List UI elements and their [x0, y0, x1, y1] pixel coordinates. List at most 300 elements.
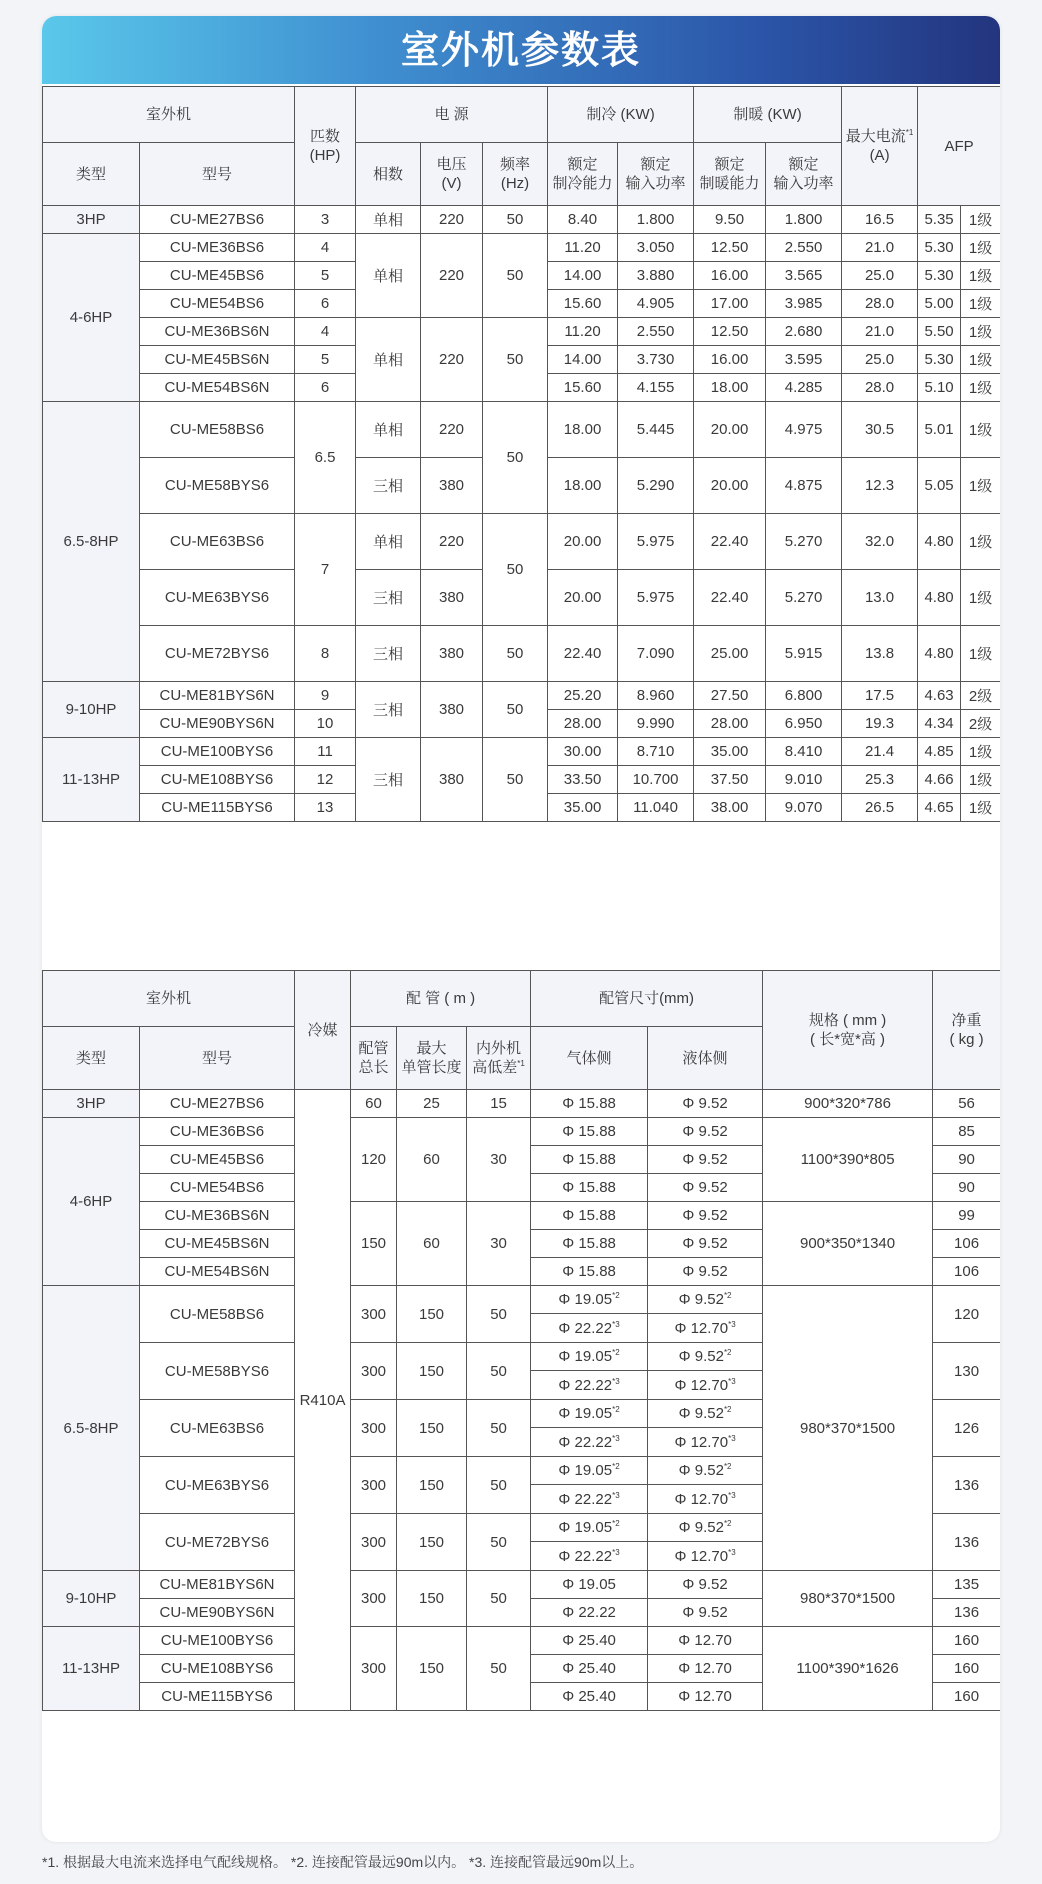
header-piping: 配 管 ( m ): [351, 971, 531, 1027]
weight-cell: 160: [933, 1655, 1000, 1683]
heat-input-cell: 5.270: [766, 514, 842, 570]
model-cell: CU-ME108BYS6: [140, 1655, 295, 1683]
max-current-cell: 21.0: [842, 318, 918, 346]
table-row: [43, 682, 1001, 710]
model-cell: CU-ME36BS6N: [140, 318, 295, 346]
header-max-current: 最大电流$^{*1}$ (A): [842, 87, 918, 206]
table-row: [43, 318, 1001, 346]
weight-cell: 136: [933, 1457, 1000, 1514]
model-cell: CU-ME58BYS6: [140, 1343, 295, 1400]
frequency-cell: 50: [483, 234, 548, 318]
type-cell: 11-13HP: [43, 1627, 140, 1711]
weight-cell: 106: [933, 1230, 1000, 1258]
frequency-cell: 50: [483, 626, 548, 682]
gas-side-cell: Φ 15.88: [531, 1258, 648, 1286]
cool-capacity-cell: 18.00: [548, 402, 618, 458]
total-length-cell: 300: [351, 1343, 397, 1400]
header-weight: 净重 ( kg ): [933, 971, 1000, 1090]
afp-level-cell: 1级: [961, 290, 1000, 318]
liquid-side-cell: Φ 12.70$^{*3}$: [648, 1314, 763, 1343]
height-diff-cell: 50: [467, 1457, 531, 1514]
max-current-cell: 25.0: [842, 346, 918, 374]
heat-input-cell: 3.565: [766, 262, 842, 290]
cool-capacity-cell: 30.00: [548, 738, 618, 766]
max-current-cell: 13.0: [842, 570, 918, 626]
heat-capacity-cell: 12.50: [694, 318, 766, 346]
liquid-side-cell: Φ 12.70$^{*3}$: [648, 1428, 763, 1457]
dimension-cell: 900*320*786: [763, 1090, 933, 1118]
model-cell: CU-ME108BYS6: [140, 766, 295, 794]
hp-cell: 6: [295, 290, 356, 318]
cool-capacity-cell: 15.60: [548, 374, 618, 402]
max-current-cell: 25.0: [842, 262, 918, 290]
heat-input-cell: 5.270: [766, 570, 842, 626]
header-refrigerant: 冷媒: [295, 971, 351, 1090]
afp-level-cell: 1级: [961, 234, 1000, 262]
heat-capacity-cell: 22.40: [694, 570, 766, 626]
performance-table: [42, 86, 1000, 822]
gas-side-cell: Φ 25.40: [531, 1627, 648, 1655]
liquid-side-cell: Φ 9.52$^{*2}$: [648, 1457, 763, 1485]
liquid-side-cell: Φ 9.52$^{*2}$: [648, 1400, 763, 1428]
total-length-cell: 300: [351, 1400, 397, 1457]
model-cell: CU-ME100BYS6: [140, 738, 295, 766]
cool-capacity-cell: 33.50: [548, 766, 618, 794]
header-height-diff: 内外机 高低差$^{*1}$: [467, 1027, 531, 1090]
gas-side-cell: Φ 19.05$^{*2}$: [531, 1286, 648, 1314]
heat-capacity-cell: 22.40: [694, 514, 766, 570]
cool-capacity-cell: 28.00: [548, 710, 618, 738]
hp-cell: 3: [295, 206, 356, 234]
liquid-side-cell: Φ 9.52: [648, 1599, 763, 1627]
max-current-cell: 12.3: [842, 458, 918, 514]
liquid-side-cell: Φ 9.52$^{*2}$: [648, 1343, 763, 1371]
heat-input-cell: 3.595: [766, 346, 842, 374]
height-diff-cell: 50: [467, 1571, 531, 1627]
phase-cell: 三相: [356, 738, 421, 822]
max-length-cell: 150: [397, 1343, 467, 1400]
table-row: [43, 1202, 1001, 1230]
model-cell: CU-ME63BYS6: [140, 570, 295, 626]
cool-input-cell: 5.975: [618, 514, 694, 570]
weight-cell: 90: [933, 1174, 1000, 1202]
cool-capacity-cell: 18.00: [548, 458, 618, 514]
afp-value-cell: 5.10: [918, 374, 961, 402]
cool-capacity-cell: 25.20: [548, 682, 618, 710]
footnotes: *1. 根据最大电流来选择电气配线规格。 *2. 连接配管最远90m以内。 *3. 连接配管最远90m以上。: [42, 1854, 644, 1870]
header-outdoor-2: 室外机: [43, 971, 295, 1027]
model-cell: CU-ME27BS6: [140, 1090, 295, 1118]
cool-input-cell: 3.050: [618, 234, 694, 262]
cool-input-cell: 5.445: [618, 402, 694, 458]
phase-cell: 单相: [356, 206, 421, 234]
afp-value-cell: 4.80: [918, 626, 961, 682]
cool-capacity-cell: 14.00: [548, 262, 618, 290]
gas-side-cell: Φ 25.40: [531, 1683, 648, 1711]
heat-capacity-cell: 20.00: [694, 402, 766, 458]
cool-input-cell: 4.155: [618, 374, 694, 402]
frequency-cell: 50: [483, 206, 548, 234]
voltage-cell: 220: [421, 234, 483, 318]
heat-capacity-cell: 25.00: [694, 626, 766, 682]
gas-side-cell: Φ 25.40: [531, 1655, 648, 1683]
model-cell: CU-ME54BS6N: [140, 1258, 295, 1286]
height-diff-cell: 50: [467, 1627, 531, 1711]
heat-input-cell: 4.285: [766, 374, 842, 402]
total-length-cell: 300: [351, 1286, 397, 1343]
model-cell: CU-ME36BS6N: [140, 1202, 295, 1230]
gas-side-cell: Φ 19.05$^{*2}$: [531, 1343, 648, 1371]
weight-cell: 130: [933, 1343, 1000, 1400]
voltage-cell: 220: [421, 514, 483, 570]
phase-cell: 三相: [356, 570, 421, 626]
cool-input-cell: 7.090: [618, 626, 694, 682]
afp-value-cell: 4.65: [918, 794, 961, 822]
header-cool-capacity: 额定 制冷能力: [548, 143, 618, 206]
cool-input-cell: 3.880: [618, 262, 694, 290]
voltage-cell: 220: [421, 206, 483, 234]
table-row: [43, 234, 1001, 262]
heat-capacity-cell: 37.50: [694, 766, 766, 794]
heat-input-cell: 4.875: [766, 458, 842, 514]
afp-level-cell: 1级: [961, 206, 1000, 234]
model-cell: CU-ME45BS6: [140, 262, 295, 290]
liquid-side-cell: Φ 9.52: [648, 1174, 763, 1202]
model-cell: CU-ME58BS6: [140, 402, 295, 458]
gas-side-cell: Φ 22.22$^{*3}$: [531, 1428, 648, 1457]
afp-value-cell: 4.80: [918, 514, 961, 570]
max-current-cell: 19.3: [842, 710, 918, 738]
max-length-cell: 150: [397, 1571, 467, 1627]
table-row: [43, 738, 1001, 766]
model-cell: CU-ME58BS6: [140, 1286, 295, 1343]
total-length-cell: 60: [351, 1090, 397, 1118]
afp-level-cell: 1级: [961, 738, 1000, 766]
cool-capacity-cell: 20.00: [548, 514, 618, 570]
liquid-side-cell: Φ 12.70$^{*3}$: [648, 1542, 763, 1571]
model-cell: CU-ME115BYS6: [140, 1683, 295, 1711]
weight-cell: 99: [933, 1202, 1000, 1230]
total-length-cell: 300: [351, 1571, 397, 1627]
afp-value-cell: 4.63: [918, 682, 961, 710]
heat-capacity-cell: 16.00: [694, 346, 766, 374]
type-cell: 3HP: [43, 1090, 140, 1118]
dimension-cell: 900*350*1340: [763, 1202, 933, 1286]
voltage-cell: 220: [421, 318, 483, 402]
phase-cell: 单相: [356, 402, 421, 458]
dimension-cell: 1100*390*805: [763, 1118, 933, 1202]
afp-level-cell: 1级: [961, 402, 1000, 458]
model-cell: CU-ME90BYS6N: [140, 1599, 295, 1627]
header-heat-input: 额定 输入功率: [766, 143, 842, 206]
liquid-side-cell: Φ 9.52: [648, 1258, 763, 1286]
afp-level-cell: 1级: [961, 626, 1000, 682]
total-length-cell: 300: [351, 1457, 397, 1514]
heat-capacity-cell: 28.00: [694, 710, 766, 738]
table-row: [43, 1571, 1001, 1599]
heat-input-cell: 6.800: [766, 682, 842, 710]
cool-capacity-cell: 35.00: [548, 794, 618, 822]
afp-level-cell: 1级: [961, 262, 1000, 290]
heat-capacity-cell: 38.00: [694, 794, 766, 822]
afp-value-cell: 4.80: [918, 570, 961, 626]
gas-side-cell: Φ 19.05$^{*2}$: [531, 1457, 648, 1485]
heat-input-cell: 5.915: [766, 626, 842, 682]
heat-capacity-cell: 20.00: [694, 458, 766, 514]
afp-value-cell: 4.34: [918, 710, 961, 738]
height-diff-cell: 30: [467, 1118, 531, 1202]
max-current-cell: 30.5: [842, 402, 918, 458]
model-cell: CU-ME58BYS6: [140, 458, 295, 514]
cool-input-cell: 5.975: [618, 570, 694, 626]
afp-value-cell: 5.50: [918, 318, 961, 346]
model-cell: CU-ME81BYS6N: [140, 1571, 295, 1599]
gas-side-cell: Φ 22.22$^{*3}$: [531, 1542, 648, 1571]
gas-side-cell: Φ 15.88: [531, 1090, 648, 1118]
hp-cell: 12: [295, 766, 356, 794]
phase-cell: 三相: [356, 626, 421, 682]
model-cell: CU-ME90BYS6N: [140, 710, 295, 738]
model-cell: CU-ME63BS6: [140, 1400, 295, 1457]
height-diff-cell: 50: [467, 1343, 531, 1400]
weight-cell: 120: [933, 1286, 1000, 1343]
afp-value-cell: 5.30: [918, 262, 961, 290]
voltage-cell: 380: [421, 570, 483, 626]
liquid-side-cell: Φ 9.52: [648, 1202, 763, 1230]
gas-side-cell: Φ 22.22$^{*3}$: [531, 1485, 648, 1514]
max-length-cell: 60: [397, 1118, 467, 1202]
heat-input-cell: 6.950: [766, 710, 842, 738]
hp-cell: 8: [295, 626, 356, 682]
gas-side-cell: Φ 22.22$^{*3}$: [531, 1314, 648, 1343]
heat-input-cell: 2.680: [766, 318, 842, 346]
header-dimension: 规格 ( mm ) ( 长*宽*高 ): [763, 971, 933, 1090]
cool-input-cell: 8.960: [618, 682, 694, 710]
cool-input-cell: 4.905: [618, 290, 694, 318]
liquid-side-cell: Φ 9.52: [648, 1571, 763, 1599]
model-cell: CU-ME81BYS6N: [140, 682, 295, 710]
model-cell: CU-ME115BYS6: [140, 794, 295, 822]
max-current-cell: 21.4: [842, 738, 918, 766]
cool-capacity-cell: 15.60: [548, 290, 618, 318]
header-cool-input: 额定 输入功率: [618, 143, 694, 206]
heat-input-cell: 4.975: [766, 402, 842, 458]
header-power: 电 源: [356, 87, 548, 143]
afp-level-cell: 1级: [961, 458, 1000, 514]
cool-input-cell: 2.550: [618, 318, 694, 346]
dimension-cell: 980*370*1500: [763, 1286, 933, 1571]
gas-side-cell: Φ 15.88: [531, 1230, 648, 1258]
afp-level-cell: 1级: [961, 346, 1000, 374]
heat-capacity-cell: 35.00: [694, 738, 766, 766]
max-current-cell: 25.3: [842, 766, 918, 794]
hp-cell: 9: [295, 682, 356, 710]
weight-cell: 160: [933, 1683, 1000, 1711]
cool-capacity-cell: 11.20: [548, 234, 618, 262]
max-current-cell: 28.0: [842, 374, 918, 402]
afp-value-cell: 4.66: [918, 766, 961, 794]
phase-cell: 三相: [356, 458, 421, 514]
total-length-cell: 120: [351, 1118, 397, 1202]
cool-capacity-cell: 22.40: [548, 626, 618, 682]
model-cell: CU-ME100BYS6: [140, 1627, 295, 1655]
height-diff-cell: 50: [467, 1400, 531, 1457]
hp-cell: 4: [295, 318, 356, 346]
gas-side-cell: Φ 19.05: [531, 1571, 648, 1599]
type-cell: 11-13HP: [43, 738, 140, 822]
hp-cell: 11: [295, 738, 356, 766]
hp-cell: 6: [295, 374, 356, 402]
model-cell: CU-ME72BYS6: [140, 1514, 295, 1571]
heat-input-cell: 9.070: [766, 794, 842, 822]
model-cell: CU-ME36BS6: [140, 1118, 295, 1146]
gas-side-cell: Φ 19.05$^{*2}$: [531, 1400, 648, 1428]
heat-capacity-cell: 18.00: [694, 374, 766, 402]
max-current-cell: 13.8: [842, 626, 918, 682]
afp-level-cell: 1级: [961, 318, 1000, 346]
cool-capacity-cell: 11.20: [548, 318, 618, 346]
heat-capacity-cell: 9.50: [694, 206, 766, 234]
table-row: [43, 1118, 1001, 1146]
model-cell: CU-ME45BS6N: [140, 1230, 295, 1258]
gas-side-cell: Φ 22.22$^{*3}$: [531, 1371, 648, 1400]
max-length-cell: 150: [397, 1514, 467, 1571]
liquid-side-cell: Φ 9.52: [648, 1090, 763, 1118]
afp-value-cell: 5.30: [918, 346, 961, 374]
frequency-cell: 50: [483, 514, 548, 626]
frequency-cell: 50: [483, 738, 548, 822]
liquid-side-cell: Φ 9.52: [648, 1146, 763, 1174]
header-voltage: 电压 (V): [421, 143, 483, 206]
model-cell: CU-ME45BS6N: [140, 346, 295, 374]
frequency-cell: 50: [483, 402, 548, 514]
table-row: [43, 206, 1001, 234]
model-cell: CU-ME36BS6: [140, 234, 295, 262]
weight-cell: 126: [933, 1400, 1000, 1457]
type-cell: 9-10HP: [43, 1571, 140, 1627]
cool-input-cell: 1.800: [618, 206, 694, 234]
phase-cell: 单相: [356, 514, 421, 570]
type-cell: 9-10HP: [43, 682, 140, 738]
table-row: [43, 626, 1001, 682]
afp-value-cell: 5.35: [918, 206, 961, 234]
model-cell: CU-ME63BYS6: [140, 1457, 295, 1514]
afp-value-cell: 5.30: [918, 234, 961, 262]
table-row: [43, 514, 1001, 570]
liquid-side-cell: Φ 12.70: [648, 1627, 763, 1655]
afp-value-cell: 4.85: [918, 738, 961, 766]
table-row: [43, 1090, 1001, 1118]
weight-cell: 136: [933, 1514, 1000, 1571]
max-current-cell: 16.5: [842, 206, 918, 234]
max-length-cell: 150: [397, 1627, 467, 1711]
hp-cell: 10: [295, 710, 356, 738]
hp-cell: 13: [295, 794, 356, 822]
header-liquid-side: 液体侧: [648, 1027, 763, 1090]
hp-cell: 7: [295, 514, 356, 626]
type-cell: 4-6HP: [43, 1118, 140, 1286]
refrigerant-cell: R410A: [295, 1090, 351, 1711]
header-heating: 制暖 (KW): [694, 87, 842, 143]
cool-input-cell: 5.290: [618, 458, 694, 514]
cool-input-cell: 11.040: [618, 794, 694, 822]
max-current-cell: 28.0: [842, 290, 918, 318]
header-max-length: 最大 单管长度: [397, 1027, 467, 1090]
afp-value-cell: 5.01: [918, 402, 961, 458]
liquid-side-cell: Φ 12.70: [648, 1683, 763, 1711]
height-diff-cell: 50: [467, 1286, 531, 1343]
voltage-cell: 380: [421, 626, 483, 682]
model-cell: CU-ME54BS6: [140, 290, 295, 318]
afp-value-cell: 5.00: [918, 290, 961, 318]
hp-cell: 4: [295, 234, 356, 262]
header-type: 类型: [43, 143, 140, 206]
cool-input-cell: 3.730: [618, 346, 694, 374]
weight-cell: 56: [933, 1090, 1000, 1118]
model-cell: CU-ME63BS6: [140, 514, 295, 570]
max-current-cell: 21.0: [842, 234, 918, 262]
hp-cell: 5: [295, 346, 356, 374]
header-phase: 相数: [356, 143, 421, 206]
total-length-cell: 300: [351, 1514, 397, 1571]
gas-side-cell: Φ 15.88: [531, 1174, 648, 1202]
max-length-cell: 150: [397, 1286, 467, 1343]
heat-capacity-cell: 12.50: [694, 234, 766, 262]
height-diff-cell: 15: [467, 1090, 531, 1118]
heat-input-cell: 3.985: [766, 290, 842, 318]
gas-side-cell: Φ 22.22: [531, 1599, 648, 1627]
piping-table: [42, 970, 1000, 1711]
afp-level-cell: 2级: [961, 682, 1000, 710]
afp-level-cell: 1级: [961, 374, 1000, 402]
dimension-cell: 980*370*1500: [763, 1571, 933, 1627]
heat-input-cell: 1.800: [766, 206, 842, 234]
afp-value-cell: 5.05: [918, 458, 961, 514]
liquid-side-cell: Φ 9.52: [648, 1230, 763, 1258]
weight-cell: 106: [933, 1258, 1000, 1286]
afp-level-cell: 1级: [961, 766, 1000, 794]
model-cell: CU-ME45BS6: [140, 1146, 295, 1174]
phase-cell: 单相: [356, 318, 421, 402]
total-length-cell: 150: [351, 1202, 397, 1286]
afp-level-cell: 1级: [961, 570, 1000, 626]
frequency-cell: 50: [483, 318, 548, 402]
afp-level-cell: 1级: [961, 794, 1000, 822]
type-cell: 3HP: [43, 206, 140, 234]
heat-input-cell: 9.010: [766, 766, 842, 794]
voltage-cell: 220: [421, 402, 483, 458]
heat-capacity-cell: 16.00: [694, 262, 766, 290]
gas-side-cell: Φ 19.05$^{*2}$: [531, 1514, 648, 1542]
gas-side-cell: Φ 15.88: [531, 1146, 648, 1174]
hp-cell: 5: [295, 262, 356, 290]
cool-input-cell: 9.990: [618, 710, 694, 738]
height-diff-cell: 50: [467, 1514, 531, 1571]
max-length-cell: 150: [397, 1457, 467, 1514]
total-length-cell: 300: [351, 1627, 397, 1711]
frequency-cell: 50: [483, 682, 548, 738]
model-cell: CU-ME54BS6: [140, 1174, 295, 1202]
max-length-cell: 25: [397, 1090, 467, 1118]
liquid-side-cell: Φ 12.70$^{*3}$: [648, 1371, 763, 1400]
table-row: [43, 1627, 1001, 1655]
liquid-side-cell: Φ 12.70: [648, 1655, 763, 1683]
type-cell: 6.5-8HP: [43, 1286, 140, 1571]
cool-capacity-cell: 20.00: [548, 570, 618, 626]
max-length-cell: 150: [397, 1400, 467, 1457]
voltage-cell: 380: [421, 738, 483, 822]
header-gas-side: 气体侧: [531, 1027, 648, 1090]
